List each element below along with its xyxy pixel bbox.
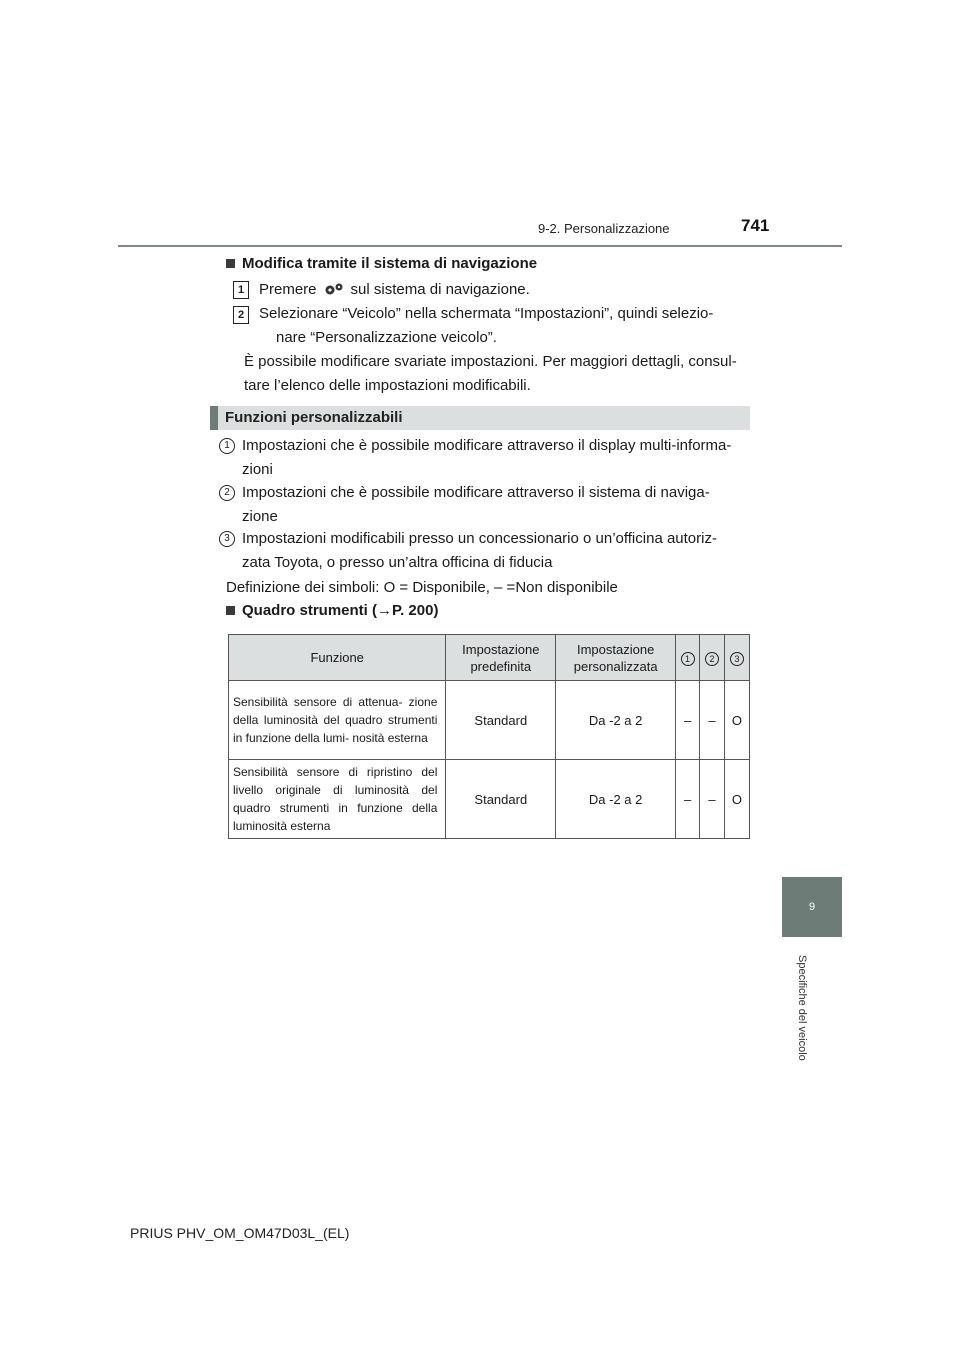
- row-1-c3: O: [724, 681, 749, 760]
- row-2-c1: –: [676, 760, 700, 839]
- chapter-number: 9: [808, 901, 816, 913]
- step-1-pre: Premere: [259, 281, 317, 298]
- item-2-line2: zione: [242, 508, 278, 525]
- row-2-c2: –: [700, 760, 725, 839]
- header-section-title: 9-2. Personalizzazione: [538, 221, 670, 236]
- step-1-text: [259, 278, 530, 302]
- symbols-note: Definizione dei simboli: O = Disponibile, – =Non disponibile: [226, 579, 618, 596]
- note-line2: tare l’elenco delle impostazioni modificabili.: [244, 377, 531, 394]
- circle-3-icon: 3: [730, 652, 744, 666]
- circle-1-icon: 1: [681, 652, 695, 666]
- section-bar: [210, 406, 750, 430]
- quadro-page-ref: P. 200): [392, 602, 439, 619]
- document-footer-code: PRIUS PHV_OM_OM47D03L_(EL): [130, 1225, 350, 1241]
- row-1-custom: Da -2 a 2: [556, 681, 676, 760]
- section-bar-title: Funzioni personalizzabili: [225, 409, 403, 426]
- item-1-line2: zioni: [242, 461, 273, 478]
- table-header-row: [229, 635, 750, 681]
- nav-section-title: Modifica tramite il sistema di navigazione: [242, 255, 538, 272]
- row-2-c3: O: [724, 760, 749, 839]
- item-3-line1: Impostazioni modificabili presso un concessionario o un’officina autoriz-: [242, 530, 717, 547]
- table-row: [229, 760, 750, 839]
- row-1-c2: –: [700, 681, 725, 760]
- step-1-post: sul sistema di navigazione.: [350, 281, 530, 298]
- step-2-line1: Selezionare “Veicolo” nella schermata “Impostazioni”, quindi selezio-: [259, 305, 714, 322]
- header-default: Impostazione predefinita: [446, 635, 556, 681]
- row-2-custom: Da -2 a 2: [556, 760, 676, 839]
- page-number: 741: [741, 216, 770, 235]
- row-1-default: Standard: [446, 681, 556, 760]
- step-2-line2: nare “Personalizzazione veicolo”.: [276, 329, 497, 346]
- bullet-square-icon: [226, 606, 235, 615]
- item-3-badge: 3: [219, 531, 235, 547]
- row-1-desc: Sensibilità sensore di attenua- zione della luminosità del quadro strumenti in funzione della lumi- nosità esterna: [229, 681, 446, 760]
- row-2-default: Standard: [446, 760, 556, 839]
- chapter-label: Specifiche del veicolo: [796, 954, 808, 1061]
- settings-table: [228, 634, 750, 839]
- chapter-tab: [782, 877, 842, 937]
- step-2-badge: 2: [233, 306, 249, 324]
- quadro-title: [242, 599, 438, 623]
- item-1-badge: 1: [219, 438, 235, 454]
- row-1-c1: –: [676, 681, 700, 760]
- header-custom: Impostazione personalizzata: [556, 635, 676, 681]
- setup-gear-icon: [323, 282, 345, 296]
- item-3-line2: zata Toyota, o presso un’altra officina di fiducia: [242, 554, 553, 571]
- step-1-badge: 1: [233, 281, 249, 299]
- note-line1: È possibile modificare svariate impostazioni. Per maggiori dettagli, consul-: [244, 353, 737, 370]
- table-row: [229, 681, 750, 760]
- item-2-badge: 2: [219, 485, 235, 501]
- item-1-line1: Impostazioni che è possibile modificare attraverso il display multi-informa-: [242, 437, 732, 454]
- header-c2: [700, 635, 725, 681]
- bullet-square-icon: [226, 259, 235, 268]
- header-funzione: Funzione: [229, 635, 446, 681]
- header-rule: [118, 245, 842, 247]
- section-bar-accent: [210, 406, 218, 430]
- circle-2-icon: 2: [705, 652, 719, 666]
- row-2-desc: Sensibilità sensore di ripristino del livello originale di luminosità del quadro strumenti in funzione della luminosità esterna: [229, 760, 446, 839]
- header-c1: [676, 635, 700, 681]
- quadro-title-text: Quadro strumenti (: [242, 602, 378, 619]
- header-c3: [724, 635, 749, 681]
- item-2-line1: Impostazioni che è possibile modificare attraverso il sistema di naviga-: [242, 484, 710, 501]
- arrow-right-icon: →: [377, 602, 393, 619]
